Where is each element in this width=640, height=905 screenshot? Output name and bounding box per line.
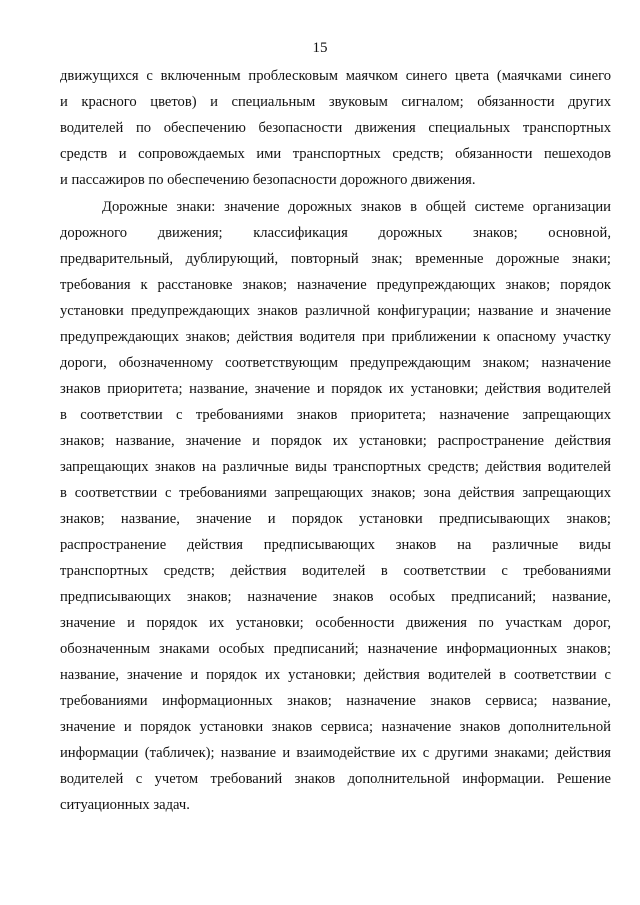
page-number: 15 xyxy=(312,40,328,56)
text-line: требованиями информационных знаков; назначение знаков сервиса; название, xyxy=(60,693,611,709)
text-line: установки предупреждающих знаков различной конфигурации; название и значение xyxy=(60,303,611,319)
text-line: знаков; название, значение и порядок их установки; распространение действия xyxy=(60,433,611,449)
text-line: водителей с учетом требований знаков дополнительной информации. Решение xyxy=(60,771,611,787)
text-line: предварительный, дублирующий, повторный знак; временные дорожные знаки; xyxy=(60,251,611,267)
text-line: ситуационных задач. xyxy=(60,797,190,813)
text-line: предупреждающих знаков; действия водителя при приближении к опасному участку xyxy=(60,329,611,345)
text-line: транспортных средств; действия водителей в соответствии с требованиями xyxy=(60,563,611,579)
paragraph-1 xyxy=(60,63,611,193)
text-line: требования к расстановке знаков; назначение предупреждающих знаков; порядок xyxy=(60,277,611,293)
text-line: в соответствии с требованиями знаков приоритета; назначение запрещающих xyxy=(60,407,611,423)
text-line: распространение действия предписывающих знаков на различные виды xyxy=(60,537,611,553)
text-line: и красного цветов) и специальным звуковым сигналом; обязанности других xyxy=(60,94,611,110)
text-line: предписывающих знаков; назначение знаков особых предписаний; название, xyxy=(60,589,611,605)
text-line: в соответствии с требованиями запрещающих знаков; зона действия запрещающих xyxy=(60,485,611,501)
text-line: значение и порядок установки знаков сервиса; назначение знаков дополнительной xyxy=(60,719,611,735)
paragraph-2 xyxy=(60,194,611,818)
text-line: обозначенным знаками особых предписаний; назначение информационных знаков; xyxy=(60,641,611,657)
text-line: название, значение и порядок их установки; действия водителей в соответствии с xyxy=(60,667,611,683)
text-line: Дорожные знаки: значение дорожных знаков в общей системе организации xyxy=(102,199,611,215)
text-line: значение и порядок их установки; особенности движения по участкам дорог, xyxy=(60,615,611,631)
text-line: и пассажиров по обеспечению безопасности дорожного движения. xyxy=(60,172,476,188)
document-body xyxy=(60,63,611,818)
text-line: средств и сопровождаемых ими транспортных средств; обязанности пешеходов xyxy=(60,146,611,162)
text-line: запрещающих знаков на различные виды транспортных средств; действия водителей xyxy=(60,459,611,475)
text-line: информации (табличек); название и взаимодействие их с другими знаками; действия xyxy=(60,745,611,761)
text-line: знаков приоритета; название, значение и порядок их установки; действия водителей xyxy=(60,381,611,397)
text-line: дорожного движения; классификация дорожных знаков; основной, xyxy=(60,225,611,241)
text-line: дороги, обозначенному соответствующим предупреждающим знаком; назначение xyxy=(60,355,611,371)
text-line: водителей по обеспечению безопасности движения специальных транспортных xyxy=(60,120,611,136)
text-line: движущихся с включенным проблесковым маячком синего цвета (маячками синего xyxy=(60,68,611,84)
text-line: знаков; название, значение и порядок установки предписывающих знаков; xyxy=(60,511,611,527)
